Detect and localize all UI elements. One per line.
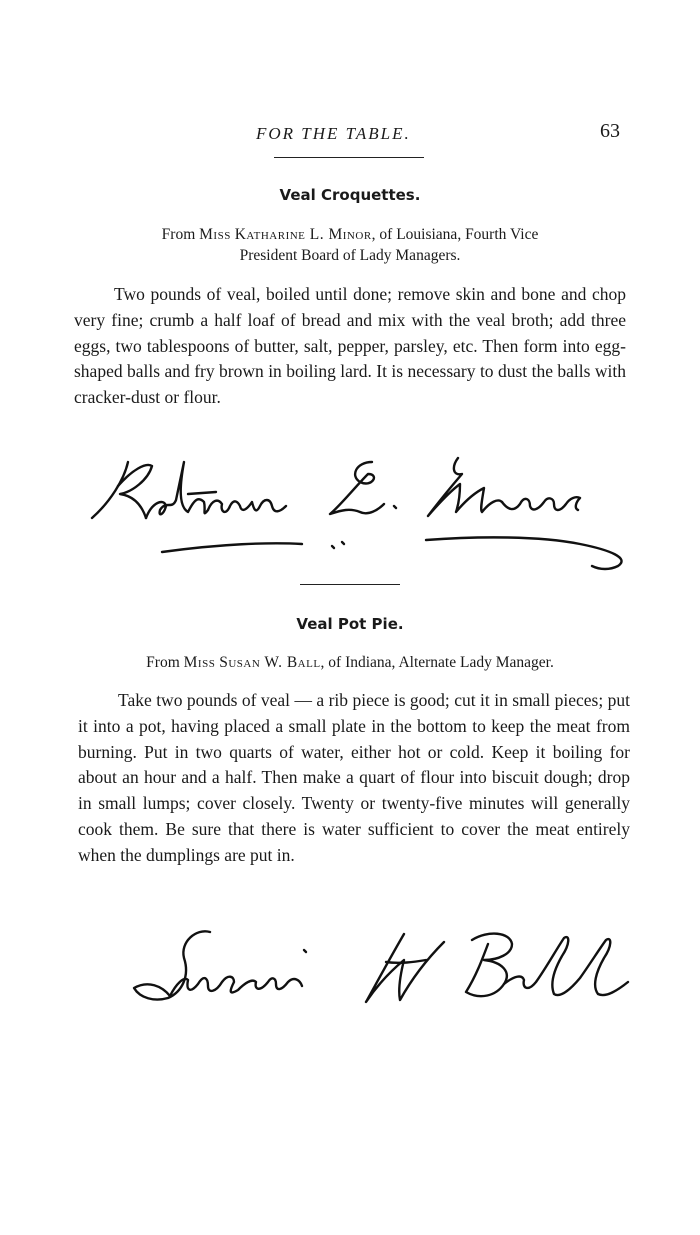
attribution-rest: , of Indiana, Alternate Lady Manager. — [320, 654, 554, 671]
recipe-title-veal-croquettes: Veal Croquettes. — [279, 186, 421, 204]
attribution-name: Katharine L. Minor — [234, 226, 372, 243]
attribution-ball — [40, 652, 660, 673]
attribution-rest: , of Louisiana, Fourth Vice — [371, 226, 539, 243]
attribution-from: From — [146, 654, 180, 671]
running-title: FOR THE TABLE. — [256, 124, 411, 143]
recipe-body-veal-croquettes: Two pounds of veal, boiled until done; remove skin and bone and chop very fine; crumb a half loaf of bread and mix with the veal broth; add three eggs, two tablespoons of butter, salt, pepper, parsley, etc. Then form into egg-shaped balls and fry brown in boiling lard. It is necessary to dust the balls with cracker-dust or flour. — [74, 284, 626, 408]
attribution-minor — [60, 224, 640, 266]
attribution-name-title: Miss — [199, 226, 231, 243]
attribution-name-title: Miss — [183, 654, 216, 671]
page-number: 63 — [600, 120, 620, 142]
signature-drawing — [80, 440, 640, 590]
signature-susan-ball — [110, 920, 650, 1020]
header-rule — [274, 157, 424, 158]
attribution-rest-line2: President Board of Lady Managers. — [239, 247, 461, 264]
section-rule — [300, 584, 400, 585]
signature-drawing — [110, 920, 650, 1020]
attribution-from: From — [161, 226, 196, 243]
recipe-body-veal-pot-pie: Take two pounds of veal — a rib piece is good; cut it in small pieces; put it into a pot, having placed a small plate in the bottom to keep the meat from burning. Put in two quarts of water, either hot or cold. Keep it boiling for about an hour and a half. Then make a quart of flour into biscuit dough; drop in small lumps; cover closely. Twenty or twenty-five minutes will generally cook them. Be sure that there is water sufficient to cover the meat entirely when the dumplings are put in. — [78, 690, 630, 865]
signature-katharine-minor — [80, 440, 640, 590]
running-head — [0, 120, 700, 150]
attribution-name: Susan W. Ball — [219, 654, 321, 671]
recipe-title-veal-pot-pie: Veal Pot Pie. — [296, 615, 404, 633]
